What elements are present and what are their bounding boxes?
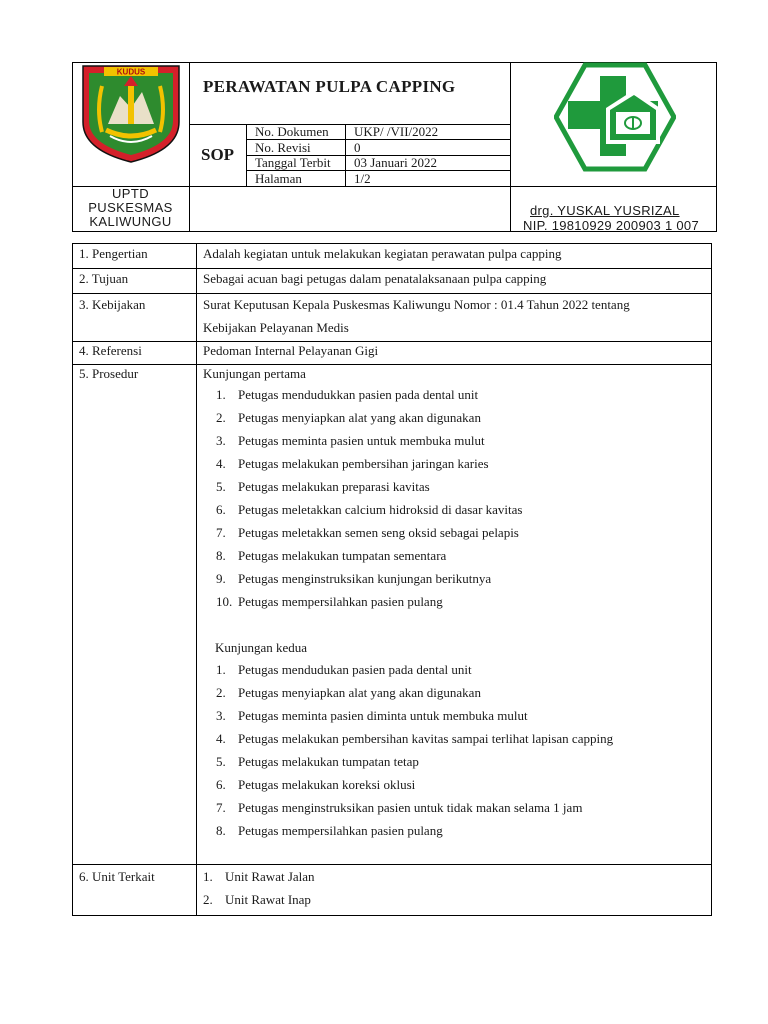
visit-1-title: Kunjungan pertama: [203, 366, 306, 381]
meta-value: 03 Januari 2022: [354, 155, 438, 170]
list-item: 4. Petugas melakukan pembersihan kavitas sampai terlihat lapisan capping: [216, 731, 614, 746]
list-item: 8. Petugas mempersilahkan pasien pulang: [216, 823, 443, 838]
puskesmas-logo-icon: [554, 62, 676, 172]
row-label-kebijakan: 3. Kebijakan: [79, 297, 146, 312]
list-item: 3. Petugas meminta pasien untuk membuka mulut: [216, 433, 485, 448]
list-item: 8. Petugas melakukan tumpatan sementara: [216, 548, 447, 563]
list-item: 2. Petugas menyiapkan alat yang akan digunakan: [216, 685, 481, 700]
list-item: 6. Petugas melakukan koreksi oklusi: [216, 777, 416, 792]
row-label-unit-terkait: 6. Unit Terkait: [79, 869, 155, 884]
row-value-kebijakan-cont: Kebijakan Pelayanan Medis: [203, 320, 349, 335]
meta-label: No. Dokumen: [255, 124, 329, 139]
list-item: 9. Petugas menginstruksikan kunjungan berikutnya: [216, 571, 492, 586]
list-item: 4. Petugas melakukan pembersihan jaringan karies: [216, 456, 489, 471]
signatory-name: drg. YUSKAL YUSRIZAL: [530, 203, 680, 218]
row-label-referensi: 4. Referensi: [79, 343, 142, 358]
svg-text:KUDUS: KUDUS: [116, 67, 146, 77]
list-item: 6. Petugas meletakkan calcium hidroksid di dasar kavitas: [216, 502, 523, 517]
unit-list: [203, 869, 315, 915]
list-item: 1. Petugas mendudukan pasien pada dental unit: [216, 662, 472, 677]
list-item: 1. Petugas mendudukkan pasien pada dental unit: [216, 387, 479, 402]
list-item: 1. Unit Rawat Jalan: [203, 869, 315, 884]
meta-label: Tanggal Terbit: [255, 155, 331, 170]
row-label-prosedur: 5. Prosedur: [79, 366, 139, 381]
meta-label: No. Revisi: [255, 140, 311, 155]
meta-value: UKP/ /VII/2022: [354, 124, 439, 139]
sop-label: SOP: [201, 145, 235, 164]
row-label-pengertian: 1. Pengertian: [79, 246, 148, 261]
meta-label: Halaman: [255, 171, 302, 186]
row-value-kebijakan: Surat Keputusan Kepala Puskesmas Kaliwungu Nomor : 01.4 Tahun 2022 tentang: [203, 297, 630, 312]
organization-name: UPTD PUSKESMAS KALIWUNGU: [88, 186, 173, 229]
list-item: 7. Petugas meletakkan semen seng oksid sebagai pelapis: [216, 525, 519, 540]
list-item: 2. Petugas menyiapkan alat yang akan digunakan: [216, 410, 481, 425]
row-value-pengertian: Adalah kegiatan untuk melakukan kegiatan perawatan pulpa capping: [203, 246, 562, 261]
visit-2-title: Kunjungan kedua: [215, 640, 308, 655]
list-item: 2. Unit Rawat Inap: [203, 892, 311, 907]
row-label-tujuan: 2. Tujuan: [79, 271, 129, 286]
row-value-referensi: Pedoman Internal Pelayanan Gigi: [203, 343, 379, 358]
visit-2-steps: [216, 662, 613, 846]
kudus-regency-shield-icon: [80, 64, 182, 164]
meta-value: 0: [354, 140, 361, 155]
list-item: 5. Petugas melakukan tumpatan tetap: [216, 754, 419, 769]
visit-1-steps: [216, 387, 522, 617]
list-item: 7. Petugas menginstruksikan pasien untuk tidak makan selama 1 jam: [216, 800, 583, 815]
signatory-nip: NIP. 19810929 200903 1 007: [523, 218, 699, 233]
document-title: PERAWATAN PULPA CAPPING: [203, 77, 456, 96]
meta-value: 1/2: [354, 171, 371, 186]
row-value-tujuan: Sebagai acuan bagi petugas dalam penatalaksanaan pulpa capping: [203, 271, 547, 286]
list-item: 10. Petugas mempersilahkan pasien pulang: [216, 594, 443, 609]
list-item: 5. Petugas melakukan preparasi kavitas: [216, 479, 430, 494]
list-item: 3. Petugas meminta pasien diminta untuk membuka mulut: [216, 708, 528, 723]
